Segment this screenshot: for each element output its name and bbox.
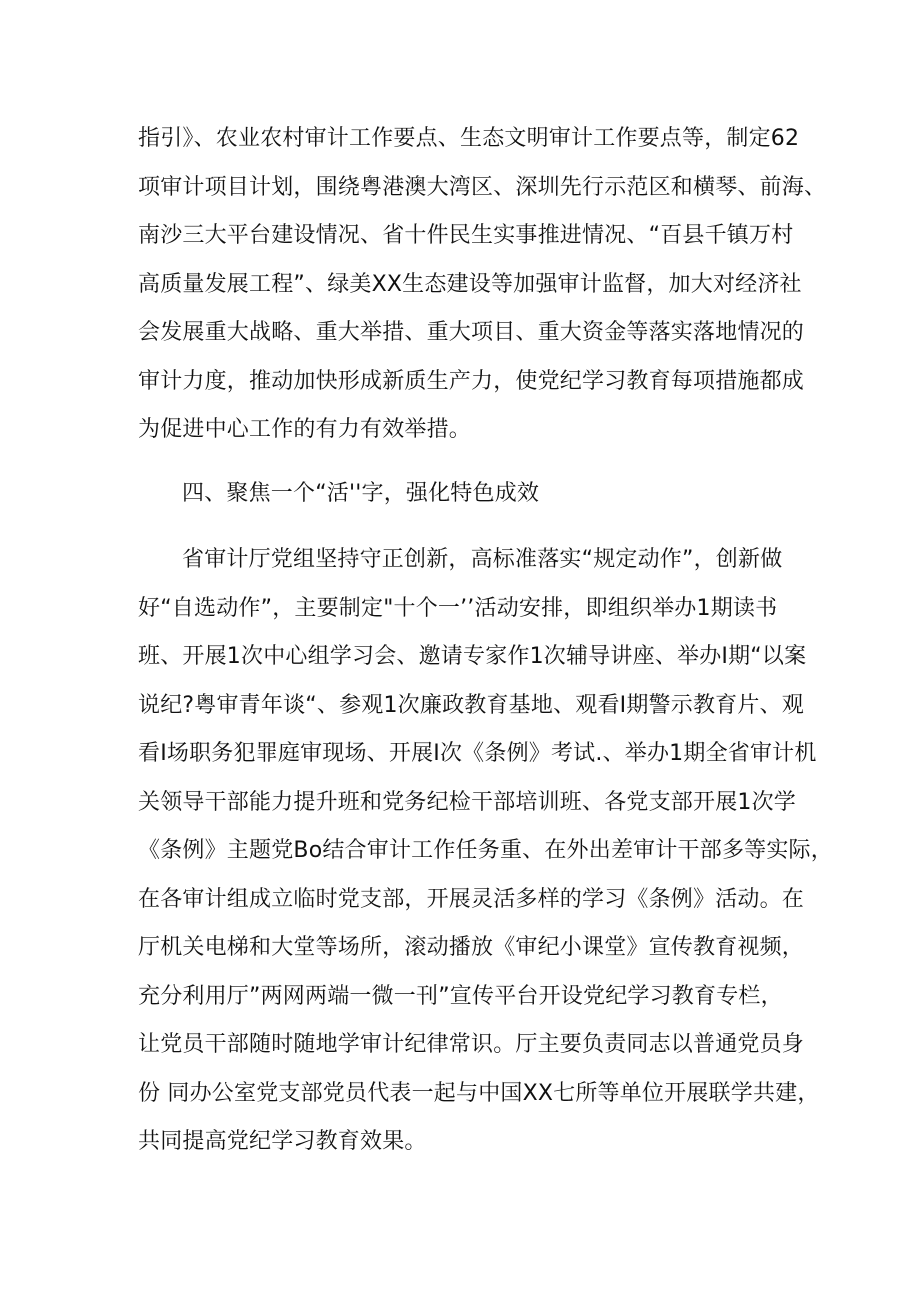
paragraph-line: 在各审计组成立临时党支部，开展灵活多样的学习《条例》活动。在 bbox=[138, 886, 805, 912]
paragraph-line: 好“自选动作”，主要制定"十个一’’活动安排，即组织举办1期读书 bbox=[138, 595, 778, 621]
paragraph-line: 班、开展1次中心组学习会、邀请专家作1次辅导讲座、举办I期“以案 bbox=[138, 644, 807, 669]
paragraph-line: 审计力度，推动加快形成新质生产力，使党纪学习教育每项措施都成 bbox=[138, 368, 805, 394]
paragraph-line: 《条例》主题党Bo结合审计工作任务重、在外出差审计干部多等实际， bbox=[138, 838, 833, 863]
section-heading-text: 四、聚焦一个“活''字，强化特色成效 bbox=[182, 481, 540, 506]
paragraph-line: 关领导干部能力提升班和党务纪检干部培训班、各党支部开展1次学 bbox=[138, 789, 796, 815]
paragraph-line: 高质量发展工程”、绿美XX生态建设等加强审计监督，加大对经济社 bbox=[138, 271, 802, 297]
paragraph-line: 看I场职务犯罪庭审现场、开展I次《条例》考试.、举办1期全省审计机 bbox=[138, 741, 817, 766]
paragraph-line: 厅机关电梯和大堂等场所，滚动播放《审纪小课堂》宣传教育视频， bbox=[138, 935, 805, 960]
section-heading bbox=[138, 470, 808, 519]
paragraph-line: 为促进中心工作的有力有效举措。 bbox=[138, 417, 472, 442]
paragraph-line: 共同提高党纪学习教育效果。 bbox=[138, 1129, 427, 1154]
paragraph-1 bbox=[138, 115, 827, 455]
paragraph-2 bbox=[138, 536, 833, 1167]
paragraph-line: 会发展重大战略、重大举措、重大项目、重大资金等落实落地情况的 bbox=[138, 320, 805, 345]
paragraph-line: 南沙三大平台建设情况、省十件民生实事推进情况、“百县千镇万村 bbox=[138, 223, 794, 248]
paragraph-line: 省审计厅党组坚持守正创新，高标准落实“规定动作”，创新做 bbox=[182, 547, 783, 572]
paragraph-line: 项审计项目计划，围绕粤港澳大湾区、深圳先行示范区和横琴、前海、 bbox=[138, 174, 827, 200]
paragraph-line: 充分利用厅”两网两端一微一刊”宣传平台开设党纪学习教育专栏， bbox=[138, 983, 783, 1009]
paragraph-line: 让党员干部随时随地学审计纪律常识。厅主要负责同志以普通党员身 bbox=[138, 1032, 805, 1057]
paragraph-line: 份 同办公室党支部党员代表一起与中国XX七所等单位开展联学共建， bbox=[138, 1080, 820, 1106]
paragraph-line: 说纪?粤审青年谈“、参观1次廉政教育基地、观看I期警示教育片、观 bbox=[138, 692, 804, 718]
paragraph-line: 指引》、农业农村审计工作要点、生态文明审计工作要点等，制定62 bbox=[138, 126, 800, 151]
